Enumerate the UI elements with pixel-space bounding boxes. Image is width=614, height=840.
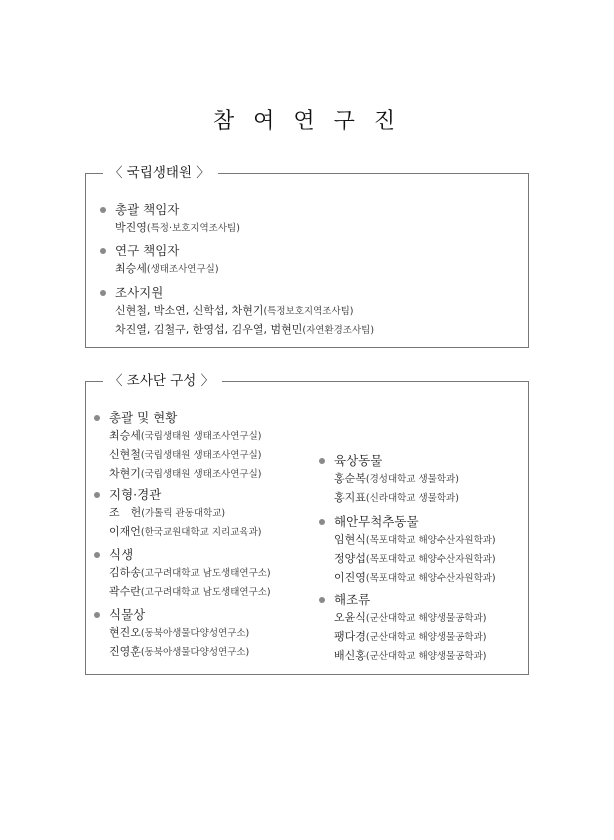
member-name: 현진오 <box>109 626 141 639</box>
bullet-icon <box>100 290 106 296</box>
bullet-icon <box>319 458 325 464</box>
member-line <box>109 624 249 643</box>
group-seaweed <box>334 591 486 666</box>
member-affiliation: (신라대학교 생물학과) <box>365 493 459 504</box>
group-support <box>115 284 374 340</box>
member-line <box>109 504 261 523</box>
section-title-text: 국립생태원 <box>126 165 193 181</box>
member-line <box>334 647 486 666</box>
group-heading <box>109 546 271 564</box>
member-name: 차진열, 김철구, 한영섭, 김우열, 범현민 <box>115 323 303 336</box>
bullet-icon <box>100 207 106 213</box>
bullet-icon <box>319 597 325 603</box>
section-box-nie <box>85 165 529 348</box>
member-name: 홍지표 <box>334 491 366 504</box>
group-chief <box>115 201 240 238</box>
member-name: 오윤식 <box>334 611 366 624</box>
member-affiliation: (국립생태원 생태조사연구실) <box>140 469 262 480</box>
member-line <box>109 427 261 446</box>
member-affiliation: (국립생태원 생태조사연구실) <box>140 450 262 461</box>
member-line <box>115 260 219 279</box>
section-title-nie <box>103 163 218 183</box>
section-box-survey-team <box>85 373 529 675</box>
group-overview <box>109 409 261 484</box>
group-heading <box>109 606 249 624</box>
member-affiliation: (군산대학교 해양생물공학과) <box>365 613 487 624</box>
member-line <box>334 470 459 489</box>
member-affiliation: (군산대학교 해양생물공학과) <box>365 651 487 662</box>
member-line <box>109 523 261 542</box>
right-angle-icon: 〉 <box>196 373 215 389</box>
member-affiliation: (한국교원대학교 지리교육과) <box>140 527 262 538</box>
member-line <box>109 564 271 583</box>
member-affiliation: (생태조사연구실) <box>146 264 219 275</box>
member-name: 이진영 <box>334 571 366 584</box>
bullet-icon <box>94 552 100 558</box>
member-name: 신현철 <box>109 448 141 461</box>
left-angle-icon: 〈 <box>109 165 127 181</box>
heading-text: 해안무척추동물 <box>334 514 419 529</box>
member-name: 곽수란 <box>109 585 141 598</box>
member-affiliation: (가톨릭 관동대학교) <box>141 508 226 519</box>
right-angle-icon: 〉 <box>192 165 210 181</box>
bullet-icon <box>319 519 325 525</box>
member-line <box>115 321 374 340</box>
member-affiliation: (목포대학교 해양수산자원학과) <box>365 535 496 546</box>
member-affiliation: (목포대학교 해양수산자원학과) <box>365 554 496 565</box>
bullet-icon <box>94 492 100 498</box>
member-line <box>334 531 496 550</box>
page-title: 참 여 연 구 진 <box>212 109 402 134</box>
bullet-icon <box>94 612 100 618</box>
member-name: 이재언 <box>109 525 141 538</box>
member-line <box>109 583 271 602</box>
heading-text: 조사지원 <box>115 285 164 300</box>
member-name: 박진영 <box>115 221 147 234</box>
group-terrestrial-animals <box>334 452 459 508</box>
member-name: 배신홍 <box>334 649 366 662</box>
member-name: 홍순복 <box>334 472 366 485</box>
member-affiliation: (동북아생물다양성연구소) <box>140 647 250 658</box>
member-name: 정양섭 <box>334 552 366 565</box>
member-name: 최승세 <box>115 262 147 275</box>
member-line <box>334 489 459 508</box>
heading-text: 총괄 책임자 <box>115 202 180 217</box>
group-heading <box>115 284 374 302</box>
member-name: 팽다경 <box>334 630 366 643</box>
member-line <box>109 465 261 484</box>
bullet-icon <box>94 415 100 421</box>
member-affiliation: (특정보호지역조사팀) <box>263 306 354 317</box>
member-line <box>109 643 249 662</box>
member-line <box>334 569 496 588</box>
member-affiliation: (경성대학교 생물학과) <box>365 474 459 485</box>
member-affiliation: (목포대학교 해양수산자원학과) <box>365 573 496 584</box>
member-name: 차현기 <box>109 467 141 480</box>
group-heading <box>334 591 486 609</box>
group-landform <box>109 486 261 542</box>
member-name: 임현식 <box>334 533 366 546</box>
group-heading <box>109 486 261 504</box>
heading-text: 총괄 및 현황 <box>109 410 178 425</box>
member-name: 조 헌 <box>109 506 142 519</box>
group-heading <box>334 452 459 470</box>
heading-text: 연구 책임자 <box>115 243 180 258</box>
member-line <box>115 302 374 321</box>
heading-text: 식물상 <box>109 607 146 622</box>
member-name: 진영훈 <box>109 645 141 658</box>
group-heading <box>115 242 219 260</box>
group-research-lead <box>115 242 219 279</box>
member-name: 김하송 <box>109 566 141 579</box>
bullet-icon <box>100 248 106 254</box>
group-heading <box>334 513 496 531</box>
group-heading <box>115 201 240 219</box>
member-affiliation: (고구려대학교 남도생태연구소) <box>140 568 271 579</box>
member-affiliation: (동북아생물다양성연구소) <box>140 628 250 639</box>
member-line <box>109 446 261 465</box>
heading-text: 해조류 <box>334 592 371 607</box>
member-line <box>334 628 486 647</box>
member-name: 신현철, 박소연, 신학섭, 차현기 <box>115 304 264 317</box>
left-angle-icon: 〈 <box>109 373 127 389</box>
group-coastal-invertebrates <box>334 513 496 588</box>
group-heading <box>109 409 261 427</box>
member-line <box>334 609 486 628</box>
section-title-text: 조사단 구성 <box>126 373 197 389</box>
member-name: 최승세 <box>109 429 141 442</box>
group-flora <box>109 606 249 662</box>
member-affiliation: (자연환경조사팀) <box>302 325 375 336</box>
member-line <box>334 550 496 569</box>
heading-text: 식생 <box>109 547 134 562</box>
member-affiliation: (국립생태원 생태조사연구실) <box>140 431 262 442</box>
section-title-survey-team <box>103 371 222 391</box>
heading-text: 지형·경관 <box>109 487 162 502</box>
member-line <box>115 219 240 238</box>
heading-text: 육상동물 <box>334 453 383 468</box>
member-affiliation: (군산대학교 해양생물공학과) <box>365 632 487 643</box>
member-affiliation: (고구려대학교 남도생태연구소) <box>140 587 271 598</box>
group-vegetation <box>109 546 271 602</box>
member-affiliation: (특정·보호지역조사팀) <box>146 223 240 234</box>
